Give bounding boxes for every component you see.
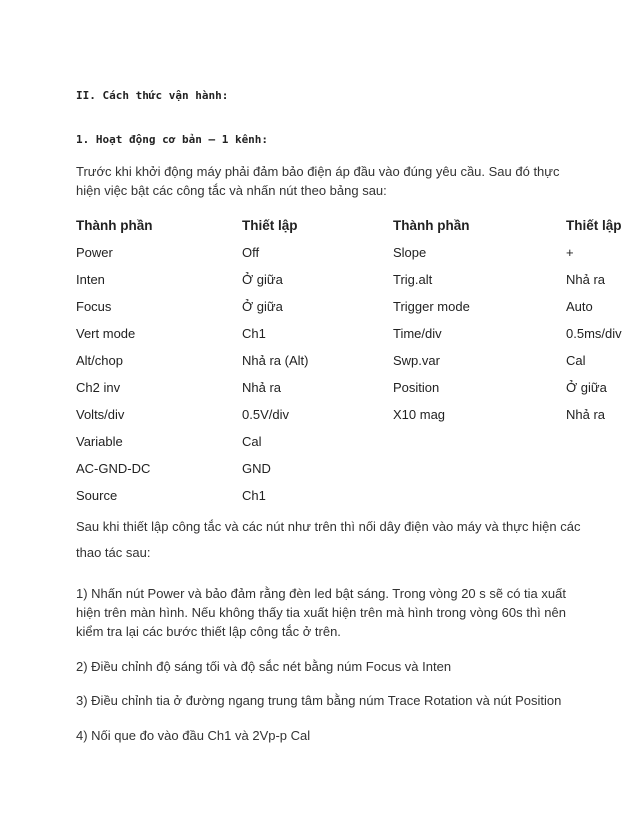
table-row xyxy=(76,239,638,266)
step-4 xyxy=(76,726,310,745)
table-cell: Ch1 xyxy=(242,488,266,503)
table-cell: Nhả ra xyxy=(242,380,282,395)
table-cell: Ch2 inv xyxy=(76,380,121,395)
table-cell: Auto xyxy=(566,299,593,314)
table-header-cell: Thành phần xyxy=(76,218,153,233)
table-row xyxy=(76,374,638,401)
table-cell: 0.5ms/div xyxy=(566,326,622,341)
table-cell: Cal xyxy=(242,434,262,449)
table-cell: Swp.var xyxy=(393,353,440,368)
table-row xyxy=(76,347,638,374)
table-cell: + xyxy=(566,245,574,260)
table-cell: Power xyxy=(76,245,113,260)
table-row xyxy=(76,455,638,482)
table-cell: Ở giữa xyxy=(242,299,283,314)
table-cell: Source xyxy=(76,488,118,503)
table-row xyxy=(76,320,638,347)
table-cell: Trigger mode xyxy=(393,299,470,314)
section-heading: II. Cách thức vận hành: xyxy=(76,89,229,102)
table-cell: Trig.alt xyxy=(393,272,433,287)
table-header-cell: Thiết lập xyxy=(566,218,622,233)
after-table-line: thao tác sau: xyxy=(76,545,151,560)
table-cell: Off xyxy=(242,245,260,260)
step-line: hiện trên màn hình. Nếu không thấy tia xuất hiện trên mà hình trong vòng 60s thì nên xyxy=(76,605,566,620)
after-table-line: Sau khi thiết lập công tắc và các nút như trên thì nối dây điện vào máy và thực hiện các xyxy=(76,519,581,534)
table-header-cell: Thành phần xyxy=(393,218,470,233)
table-cell: Position xyxy=(393,380,440,395)
after-table-paragraph xyxy=(76,514,580,566)
table-cell: Vert mode xyxy=(76,326,136,341)
table-row xyxy=(76,428,638,455)
step-3 xyxy=(76,691,561,710)
table-cell: Time/div xyxy=(393,326,442,341)
table-row xyxy=(76,293,638,320)
table-cell: Nhả ra xyxy=(566,272,606,287)
table-cell: Volts/div xyxy=(76,407,125,422)
step-2 xyxy=(76,657,451,676)
intro-line: Trước khi khởi động máy phải đảm bảo điện áp đầu vào đúng yêu cầu. Sau đó thực xyxy=(76,164,560,179)
table-cell: Alt/chop xyxy=(76,353,123,368)
table-header-cell: Thiết lập xyxy=(242,218,298,233)
table-row xyxy=(76,266,638,293)
intro-paragraph xyxy=(76,162,560,200)
sub-heading: 1. Hoạt động cơ bản – 1 kênh: xyxy=(76,133,269,146)
table-row xyxy=(76,401,638,428)
table-cell: Inten xyxy=(76,272,105,287)
step-1 xyxy=(76,584,566,641)
table-cell: Nhả ra xyxy=(566,407,606,422)
table-cell: Ở giữa xyxy=(566,380,607,395)
table-cell: Slope xyxy=(393,245,427,260)
step-line: kiểm tra lại các bước thiết lập công tắc ở trên. xyxy=(76,624,341,639)
table-cell: Ch1 xyxy=(242,326,266,341)
table-row xyxy=(76,482,638,509)
table-header-row xyxy=(76,212,638,239)
table-cell: GND xyxy=(242,461,271,476)
table-cell: 0.5V/div xyxy=(242,407,289,422)
table-cell: X10 mag xyxy=(393,407,446,422)
table-cell: Focus xyxy=(76,299,112,314)
step-line: 3) Điều chỉnh tia ở đường ngang trung tâm bằng núm Trace Rotation và nút Position xyxy=(76,693,562,708)
table-cell: Nhả ra (Alt) xyxy=(242,353,309,368)
table-cell: Variable xyxy=(76,434,123,449)
step-line: 4) Nối que đo vào đầu Ch1 và 2Vp-p Cal xyxy=(76,728,311,743)
step-line: 2) Điều chỉnh độ sáng tối và độ sắc nét bằng núm Focus và Inten xyxy=(76,659,452,674)
table-cell: Cal xyxy=(566,353,586,368)
table-cell: Ở giữa xyxy=(242,272,283,287)
step-line: 1) Nhấn nút Power và bảo đảm rằng đèn led bật sáng. Trong vòng 20 s sẽ có tia xuất xyxy=(76,586,566,601)
settings-table xyxy=(76,212,638,509)
intro-line: hiện việc bật các công tắc và nhấn nút theo bảng sau: xyxy=(76,183,387,198)
table-cell: AC-GND-DC xyxy=(76,461,151,476)
